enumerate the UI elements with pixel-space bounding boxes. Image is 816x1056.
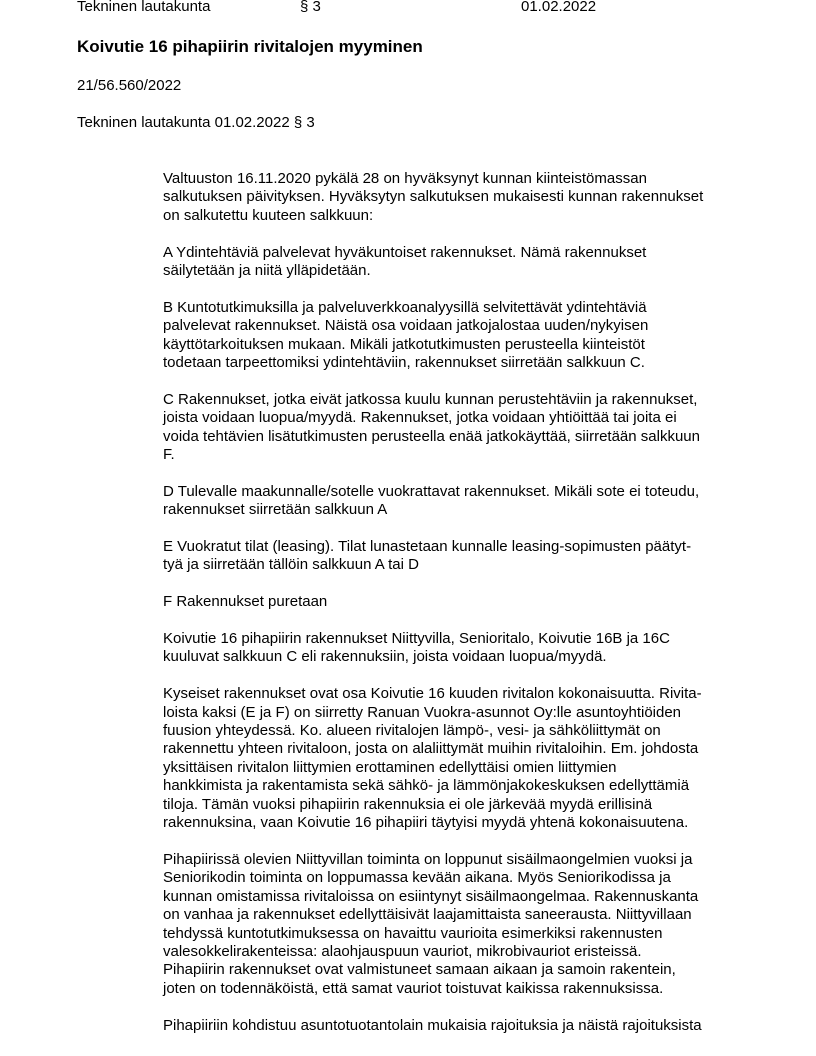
paragraph-line: yksittäisen rivitalon liittymien erottaminen edellyttäisi omien liittymien — [163, 758, 617, 776]
body-paragraph — [163, 244, 743, 281]
body-paragraph — [163, 538, 743, 575]
body-paragraph — [163, 391, 743, 465]
paragraph-line: tehdyssä kuntotutkimuksessa on havaittu vaurioita esimerkiksi rakennusten — [163, 924, 663, 942]
page-header — [0, 0, 816, 18]
paragraph-line: loista kaksi (E ja F) on siirretty Ranuan Vuokra-asunnot Oy:lle asuntoyhtiöiden — [163, 703, 682, 721]
body-paragraph — [163, 593, 743, 611]
paragraph-line: rakennettu yhteen rivitaloon, josta on alaliittymät muihin rivitaloihin. Em. johdosta — [163, 740, 699, 758]
paragraph-line: Pihapiiriin kohdistuu asuntotuotantolain mukaisia rajoituksia ja näistä rajoituksista — [163, 1016, 702, 1034]
paragraph-line: on vanhaa ja rakennukset edellyttäisivät laajamittaista saneerausta. Niittyvillaan — [163, 906, 692, 924]
document-title: Koivutie 16 pihapiirin rivitalojen myyminen — [77, 37, 423, 56]
body-paragraph — [163, 483, 743, 520]
document-body — [163, 170, 743, 1053]
paragraph-line: Seniorikodin toiminta on loppumassa kevään aikana. Myös Seniorikodissa ja — [163, 869, 671, 887]
paragraph-line: hankkimista ja rakentamista sekä sähkö- ja lämmönjakokeskuksen edellyttämiä — [163, 777, 690, 795]
paragraph-line: Koivutie 16 pihapiirin rakennukset Niittyvilla, Senioritalo, Koivutie 16B ja 16C — [163, 630, 670, 648]
header-committee: Tekninen lautakunta — [77, 0, 211, 15]
paragraph-line: käyttötarkoituksen mukaan. Mikäli jatkotutkimusten perusteella kiinteistöt — [163, 335, 645, 353]
paragraph-line: E Vuokratut tilat (leasing). Tilat lunastetaan kunnalle leasing-sopimusten päätyt- — [163, 538, 692, 556]
paragraph-line: Kyseiset rakennukset ovat osa Koivutie 16 kuuden rivitalon kokonaisuutta. Rivita- — [163, 685, 702, 703]
paragraph-line: Pihapiirin rakennukset ovat valmistuneet samaan aikaan ja samoin rakentein, — [163, 961, 676, 979]
body-paragraph — [163, 299, 743, 373]
paragraph-line: D Tulevalle maakunnalle/sotelle vuokrattavat rakennukset. Mikäli sote ei toteudu, — [163, 482, 700, 500]
body-paragraph — [163, 1017, 743, 1035]
paragraph-line: tyä ja siirretään tällöin salkkuun A tai D — [163, 556, 419, 574]
paragraph-line: voida tehtävien lisätutkimusten perusteella enää jatkokäyttää, siirretään salkkuun — [163, 427, 700, 445]
paragraph-line: on salkutettu kuuteen salkkuun: — [163, 206, 374, 224]
paragraph-line: Valtuuston 16.11.2020 pykälä 28 on hyväksynyt kunnan kiinteistömassan — [163, 170, 647, 187]
paragraph-line: palvelevat rakennukset. Näistä osa voidaan jatkojalostaa uuden/nykyisen — [163, 317, 649, 335]
paragraph-line: kunnan omistamissa rivitaloissa on esiintynyt sisäilmaongelmaa. Rakennuskanta — [163, 887, 699, 905]
paragraph-line: fuusion yhteydessä. Ko. alueen rivitalojen lämpö-, vesi- ja sähköliittymät on — [163, 722, 661, 740]
meeting-reference: Tekninen lautakunta 01.02.2022 § 3 — [77, 114, 315, 131]
paragraph-line: rakennukset siirretään salkkuun A — [163, 501, 388, 519]
paragraph-line: salkutuksen päivityksen. Hyväksytyn salkutuksen mukaisesti kunnan rakennukset — [163, 188, 704, 206]
paragraph-line: F. — [163, 446, 175, 464]
paragraph-line: Pihapiirissä olevien Niittyvillan toiminta on loppunut sisäilmaongelmien vuoksi ja — [163, 850, 693, 868]
header-section-number: § 3 — [300, 0, 321, 15]
body-paragraph — [163, 170, 743, 225]
paragraph-line: kuuluvat salkkuun C eli rakennuksiin, joista voidaan luopua/myydä. — [163, 648, 607, 666]
diary-number: 21/56.560/2022 — [77, 77, 182, 94]
paragraph-line: tiloja. Tämän vuoksi pihapiirin rakennuksia ei ole järkevää myydä erillisinä — [163, 795, 653, 813]
body-paragraph — [163, 630, 743, 667]
paragraph-line: joista voidaan luopua/myydä. Rakennukset, jotka voidaan yhtiöittää tai joita ei — [163, 409, 677, 427]
paragraph-line: säilytetään ja niitä ylläpidetään. — [163, 262, 371, 280]
paragraph-line: C Rakennukset, jotka eivät jatkossa kuulu kunnan perustehtäviin ja rakennukset, — [163, 390, 698, 408]
body-paragraph — [163, 685, 743, 832]
paragraph-line: todetaan tarpeettomiksi ydintehtäviin, rakennukset siirretään salkkuun C. — [163, 354, 645, 372]
paragraph-line: B Kuntotutkimuksilla ja palveluverkkoanalyysillä selvitettävät ydintehtäviä — [163, 298, 647, 316]
paragraph-line: A Ydintehtäviä palvelevat hyväkuntoiset rakennukset. Nämä rakennukset — [163, 243, 647, 261]
paragraph-line: rakennuksina, vaan Koivutie 16 pihapiiri täytyisi myydä yhtenä kokonaisuutena. — [163, 814, 689, 832]
paragraph-line: F Rakennukset puretaan — [163, 593, 328, 611]
body-paragraph — [163, 851, 743, 998]
paragraph-line: joten on todennäköistä, että samat vauriot toistuvat kaikissa rakennuksissa. — [163, 979, 664, 997]
paragraph-line: valesokkelirakenteissa: alaohjauspuun vauriot, mikrobivauriot eristeissä. — [163, 942, 642, 960]
header-date: 01.02.2022 — [521, 0, 597, 15]
